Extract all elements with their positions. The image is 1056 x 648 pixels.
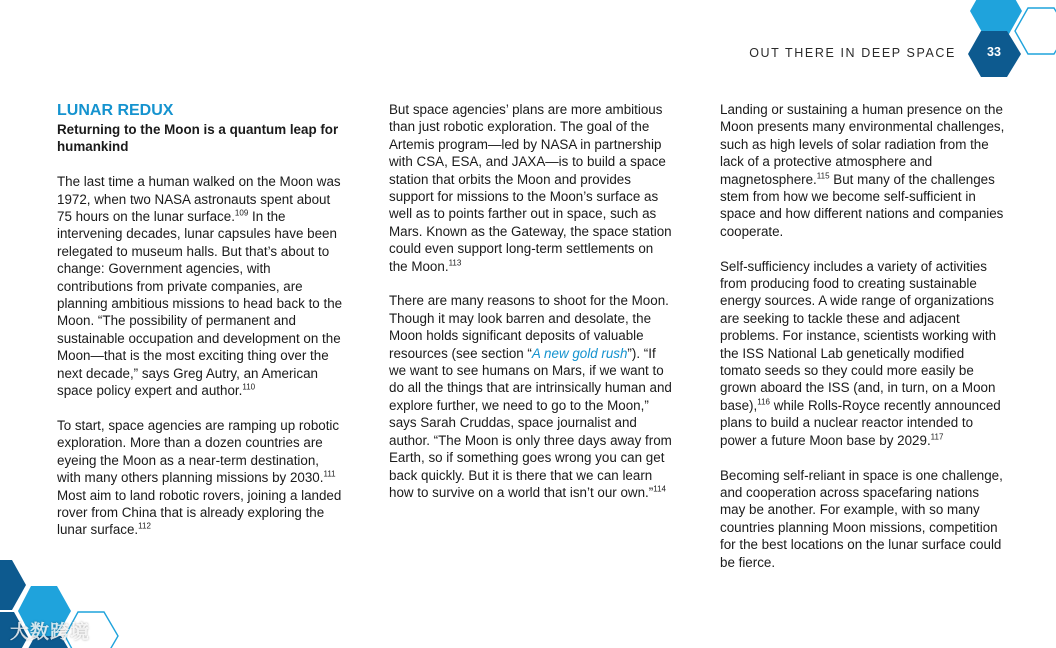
column-3 <box>720 101 1006 588</box>
watermark: 大数跨境 <box>10 622 91 643</box>
paragraph <box>720 101 1006 240</box>
footnote-ref: 116 <box>757 397 770 407</box>
paragraph-text: To start, space agencies are ramping up robotic exploration. More than a dozen countries are eyeing the Moon as a near-term destination, with many others planning missions by 2030. <box>57 417 340 486</box>
footnote-ref: 109 <box>234 208 249 218</box>
paragraph <box>389 101 673 275</box>
paragraph <box>720 258 1006 449</box>
paragraph-text: But many of the challenges stem from how we become self-sufficient in space and how different nations and companies cooperate. <box>720 171 1004 239</box>
paragraph <box>57 173 343 399</box>
paragraph <box>57 417 343 539</box>
paragraph-text: Becoming self-reliant in space is one challenge, and cooperation across spacefaring nations may be another. For example, with so many countries planning Moon missions, competition for the best locations on the lunar surface could be fierce. <box>720 467 1003 570</box>
column-1 <box>57 101 343 556</box>
section-header-label: OUT THERE IN DEEP SPACE <box>749 46 956 60</box>
paragraph-text: Most aim to land robotic rovers, joining a landed rover from China that is already exploring the lunar surface. <box>57 487 342 538</box>
footnote-ref: 111 <box>323 469 336 479</box>
footnote-ref: 113 <box>448 258 462 268</box>
section-title: LUNAR REDUX <box>57 102 174 119</box>
paragraph-text: There are many reasons to shoot for the Moon. Though it may look barren and desolate, the Moon holds significant deposits of valuable resources (see section “ <box>389 293 669 361</box>
footnote-ref: 114 <box>653 484 666 494</box>
section-subtitle: Returning to the Moon is a quantum leap for humankind <box>57 122 339 155</box>
paragraph <box>389 292 673 501</box>
paragraph-text: Landing or sustaining a human presence on the Moon presents many environmental challenges, such as high levels of solar radiation from the lack of a protective atmosphere and magnetosphere. <box>720 102 1005 187</box>
footnote-ref: 115 <box>816 171 830 181</box>
section-link[interactable]: A new gold rush <box>531 345 628 361</box>
page-number: 33 <box>987 45 1001 59</box>
footnote-ref: 112 <box>138 521 151 531</box>
paragraph-text: The last time a human walked on the Moon was 1972, when two NASA astronauts spent about 75 hours on the lunar surface. <box>57 174 341 225</box>
paragraph-text: In the intervening decades, lunar capsules have been relegated to museum halls. But that’s about to change: Government agencies, with contributions from private companies, are planning ambitious missions to head back to the Moon. “The possibility of permanent and sustainable occupation and development on the Moon—that is the most exciting thing over the next decade,” says Greg Autry, an American space policy expert and author. <box>57 209 343 399</box>
paragraph <box>720 467 1006 571</box>
paragraph-text: But space agencies’ plans are more ambitious than just robotic exploration. The goal of the Artemis program—led by NASA in partnership with CSA, ESA, and JAXA—is to build a space station that orbits the Moon and provides support for missions to the Moon’s surface as well as to points farther out in space, such as Mars. Known as the Gateway, the space station could even support long-term settlements on the Moon. <box>389 102 672 274</box>
paragraph-text: Self-sufficiency includes a variety of activities from producing food to creating sustainable energy sources. A wide range of organizations are seeking to tackle these and adjacent problems. For instance, scientists working with the ISS National Lab genetically modified tomato seeds so they could more easily be grown aboard the ISS (and, in turn, on a Moon base), <box>720 258 997 413</box>
column-2 <box>389 101 673 519</box>
footnote-ref: 110 <box>242 382 256 392</box>
footnote-ref: 117 <box>930 432 944 442</box>
hex-bottom-dark <box>0 560 26 610</box>
hex-top-light <box>970 0 1022 34</box>
paragraph-text: ”). “If we want to see humans on Mars, if we want to do all the things that are intrinsically human and explore further, we need to go to the Moon,” says Sarah Cruddas, space journalist and author. “The Moon is only three days away from Earth, so if something goes wrong you can get back quickly. But it is there that we can learn how to survive on a world that isn’t our own.” <box>389 345 672 500</box>
hex-outline-right <box>1015 8 1056 54</box>
paragraph-text: while Rolls-Royce recently announced plans to build a nuclear reactor intended to power a future Moon base by 2029. <box>720 397 1001 448</box>
